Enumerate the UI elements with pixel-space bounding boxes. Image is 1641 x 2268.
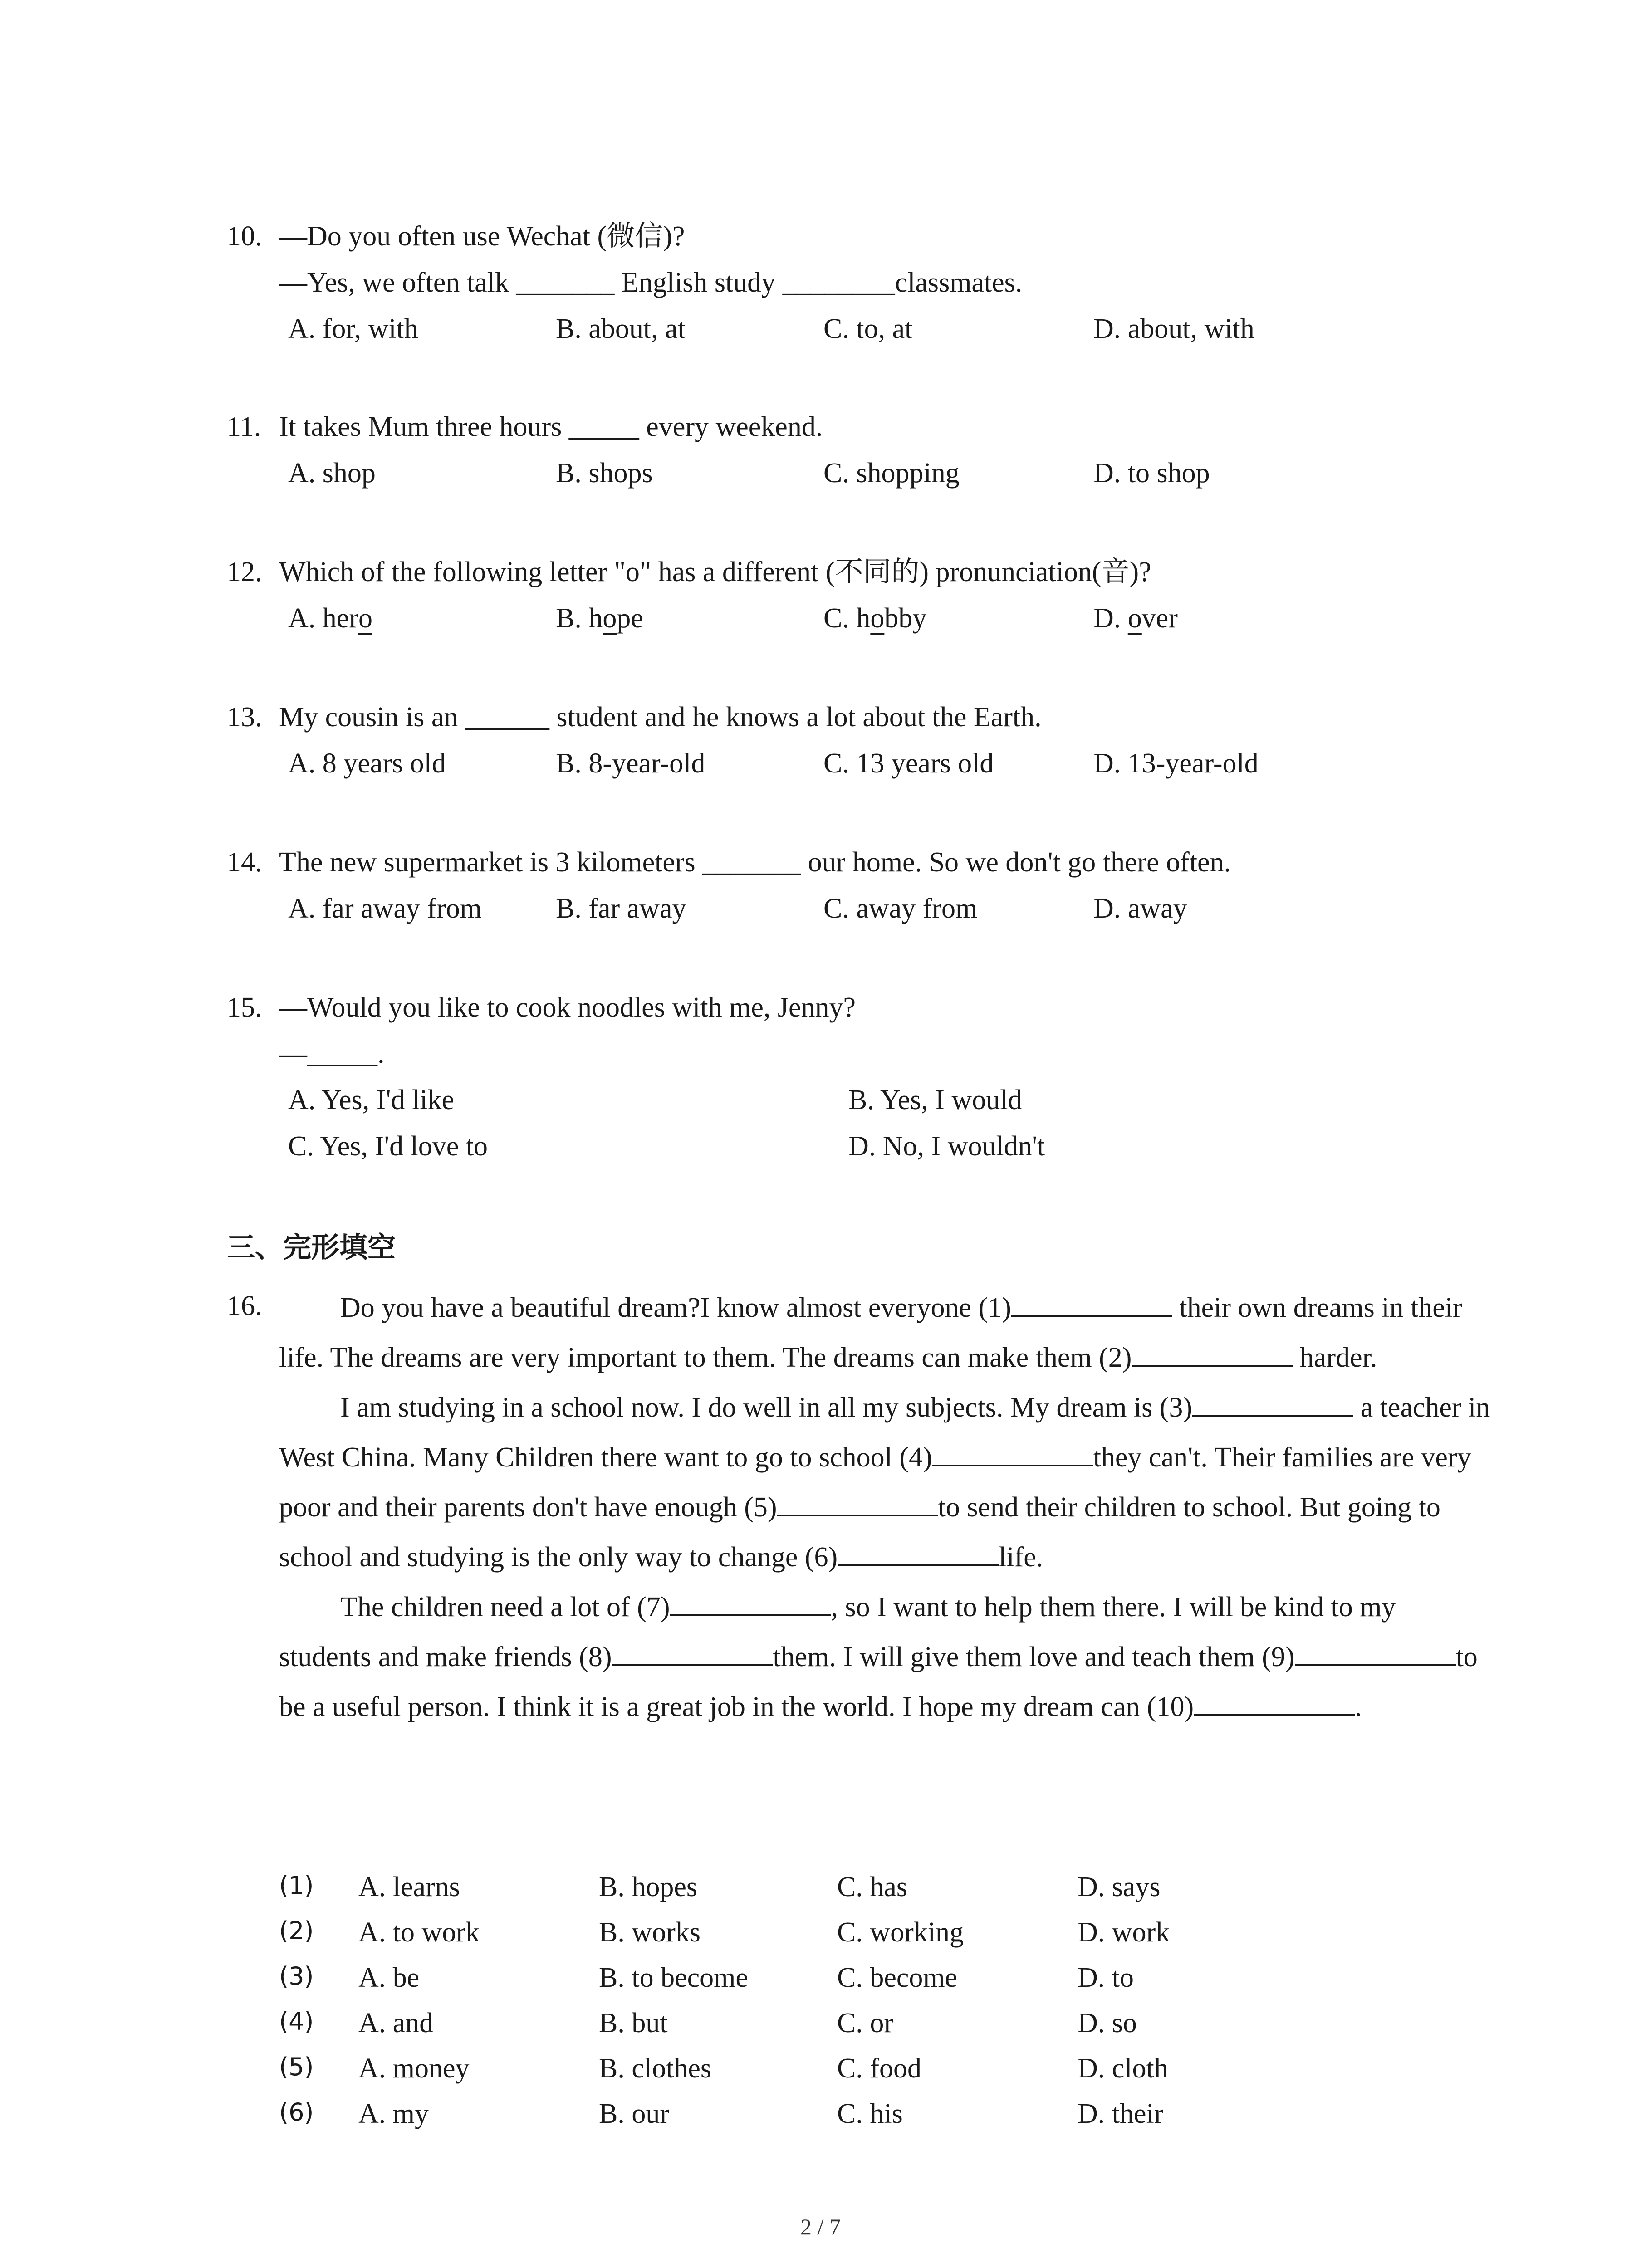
option-a: A. for, with bbox=[288, 313, 418, 344]
choice-a: A. to work bbox=[358, 1917, 480, 1948]
choice-d: D. to bbox=[1078, 1962, 1134, 1993]
choice-b: B. to become bbox=[599, 1962, 748, 1993]
choice-d: D. says bbox=[1078, 1872, 1161, 1902]
choice-b: B. clothes bbox=[599, 2053, 711, 2084]
question-line: —_____. bbox=[279, 1038, 385, 1069]
cloze-passage bbox=[279, 1283, 1495, 1732]
underlined-letter: o bbox=[603, 603, 617, 634]
section-title: 三、完形填空 bbox=[227, 1231, 396, 1264]
blank-8[interactable] bbox=[612, 1639, 773, 1666]
choice-d: D. so bbox=[1078, 2008, 1137, 2038]
option-a: A. hero bbox=[288, 603, 372, 634]
question-14 bbox=[227, 839, 1474, 939]
option-b: B. far away bbox=[556, 893, 686, 924]
choice-c: C. working bbox=[837, 1917, 964, 1948]
choice-b: B. our bbox=[599, 2098, 669, 2129]
blank-10[interactable] bbox=[1194, 1689, 1355, 1716]
question-number: 16. bbox=[227, 1290, 262, 1321]
choice-label: (4) bbox=[279, 2007, 314, 2036]
choice-a: A. my bbox=[358, 2098, 429, 2129]
choice-c: C. become bbox=[837, 1962, 958, 1993]
question-line: It takes Mum three hours _____ every weekend. bbox=[279, 411, 823, 442]
blank-6[interactable] bbox=[838, 1539, 999, 1566]
option-c: C. hobby bbox=[823, 603, 927, 634]
page-number: 2 / 7 bbox=[800, 2214, 841, 2239]
option-b: B. hope bbox=[556, 603, 643, 634]
underlined-letter: o bbox=[358, 603, 372, 634]
cloze-paragraph-2: I am studying in a school now. I do well in all my subjects. My dream is (3) a teacher in West China. Many Children there want to go to school (4) they can't. Their families are very poor and their parents don't have enough (5) to send their children to school. But going to school and studying is the only way to change (6) life. bbox=[279, 1383, 1495, 1582]
question-line: —Would you like to cook noodles with me, Jenny? bbox=[279, 992, 856, 1023]
blank-5[interactable] bbox=[777, 1489, 938, 1516]
option-c: C. to, at bbox=[823, 313, 913, 344]
underlined-letter: o bbox=[870, 603, 885, 634]
option-c: C. shopping bbox=[823, 458, 960, 489]
blank-9[interactable] bbox=[1295, 1639, 1456, 1666]
choice-label: (5) bbox=[279, 2053, 314, 2081]
question-line: —Yes, we often talk _______ English study ________classmates. bbox=[279, 267, 1023, 298]
question-line: The new supermarket is 3 kilometers _______ our home. So we don't go there often. bbox=[279, 847, 1231, 878]
question-11 bbox=[227, 404, 1474, 503]
choice-d: D. work bbox=[1078, 1917, 1170, 1948]
option-c: C. Yes, I'd love to bbox=[288, 1131, 488, 1162]
option-a: A. shop bbox=[288, 458, 376, 489]
choice-c: C. or bbox=[837, 2008, 893, 2038]
question-10 bbox=[227, 213, 1474, 358]
question-line: My cousin is an ______ student and he knows a lot about the Earth. bbox=[279, 702, 1042, 733]
option-b: B. Yes, I would bbox=[848, 1085, 1022, 1115]
option-b: B. 8-year-old bbox=[556, 748, 705, 779]
question-number: 15. bbox=[227, 992, 262, 1023]
choice-a: A. be bbox=[358, 1962, 420, 1993]
option-a: A. far away from bbox=[288, 893, 482, 924]
blank-3[interactable] bbox=[1192, 1389, 1353, 1417]
choice-c: C. has bbox=[837, 1872, 907, 1902]
choice-d: D. cloth bbox=[1078, 2053, 1168, 2084]
question-number: 14. bbox=[227, 847, 262, 878]
choice-b: B. but bbox=[599, 2008, 668, 2038]
choice-row-1 bbox=[279, 1871, 1368, 1916]
choice-label: (6) bbox=[279, 2098, 314, 2126]
question-number: 12. bbox=[227, 557, 262, 587]
blank-2[interactable] bbox=[1132, 1339, 1293, 1367]
option-d: D. over bbox=[1093, 603, 1178, 634]
question-12 bbox=[227, 549, 1474, 649]
question-line: —Do you often use Wechat (微信)? bbox=[279, 221, 685, 252]
choice-c: C. his bbox=[837, 2098, 903, 2129]
option-d: D. about, with bbox=[1093, 313, 1254, 344]
question-number: 10. bbox=[227, 221, 262, 252]
choice-label: (2) bbox=[279, 1916, 314, 1945]
option-b: B. about, at bbox=[556, 313, 686, 344]
option-d: D. away bbox=[1093, 893, 1187, 924]
choice-c: C. food bbox=[837, 2053, 921, 2084]
choice-a: A. and bbox=[358, 2008, 434, 2038]
choice-row-2 bbox=[279, 1916, 1368, 1962]
option-a: A. Yes, I'd like bbox=[288, 1085, 454, 1115]
option-d: D. to shop bbox=[1093, 458, 1210, 489]
choice-d: D. their bbox=[1078, 2098, 1164, 2129]
choice-row-6 bbox=[279, 2098, 1368, 2143]
choice-row-3 bbox=[279, 1962, 1368, 2007]
option-d: D. 13-year-old bbox=[1093, 748, 1259, 779]
choice-label: (1) bbox=[279, 1871, 314, 1900]
choice-b: B. works bbox=[599, 1917, 700, 1948]
question-number: 13. bbox=[227, 702, 262, 733]
cloze-paragraph-1: Do you have a beautiful dream?I know almost everyone (1) their own dreams in their life. The dreams are very important to them. The dreams can make them (2) harder. bbox=[279, 1283, 1495, 1383]
question-13 bbox=[227, 694, 1474, 794]
option-b: B. shops bbox=[556, 458, 653, 489]
question-line: Which of the following letter "o" has a different (不同的) pronunciation(音)? bbox=[279, 557, 1151, 587]
option-a: A. 8 years old bbox=[288, 748, 446, 779]
blank-7[interactable] bbox=[670, 1589, 831, 1616]
choice-row-4 bbox=[279, 2007, 1368, 2053]
choice-row-5 bbox=[279, 2053, 1368, 2098]
option-c: C. 13 years old bbox=[823, 748, 994, 779]
underlined-letter: o bbox=[1127, 603, 1142, 634]
choice-label: (3) bbox=[279, 1962, 314, 1990]
choice-a: A. money bbox=[358, 2053, 470, 2084]
question-15 bbox=[227, 984, 1474, 1175]
option-c: C. away from bbox=[823, 893, 978, 924]
choice-b: B. hopes bbox=[599, 1872, 697, 1902]
cloze-paragraph-3: The children need a lot of (7) , so I want to help them there. I will be kind to my students and make friends (8) them. I will give them love and teach them (9) to be a useful person. I think it is a great job in the world. I hope my dream can (10) . bbox=[279, 1582, 1495, 1732]
option-d: D. No, I wouldn't bbox=[848, 1131, 1045, 1162]
blank-4[interactable] bbox=[932, 1439, 1093, 1466]
choice-a: A. learns bbox=[358, 1872, 460, 1902]
blank-1[interactable] bbox=[1011, 1290, 1172, 1317]
question-number: 11. bbox=[227, 411, 261, 442]
